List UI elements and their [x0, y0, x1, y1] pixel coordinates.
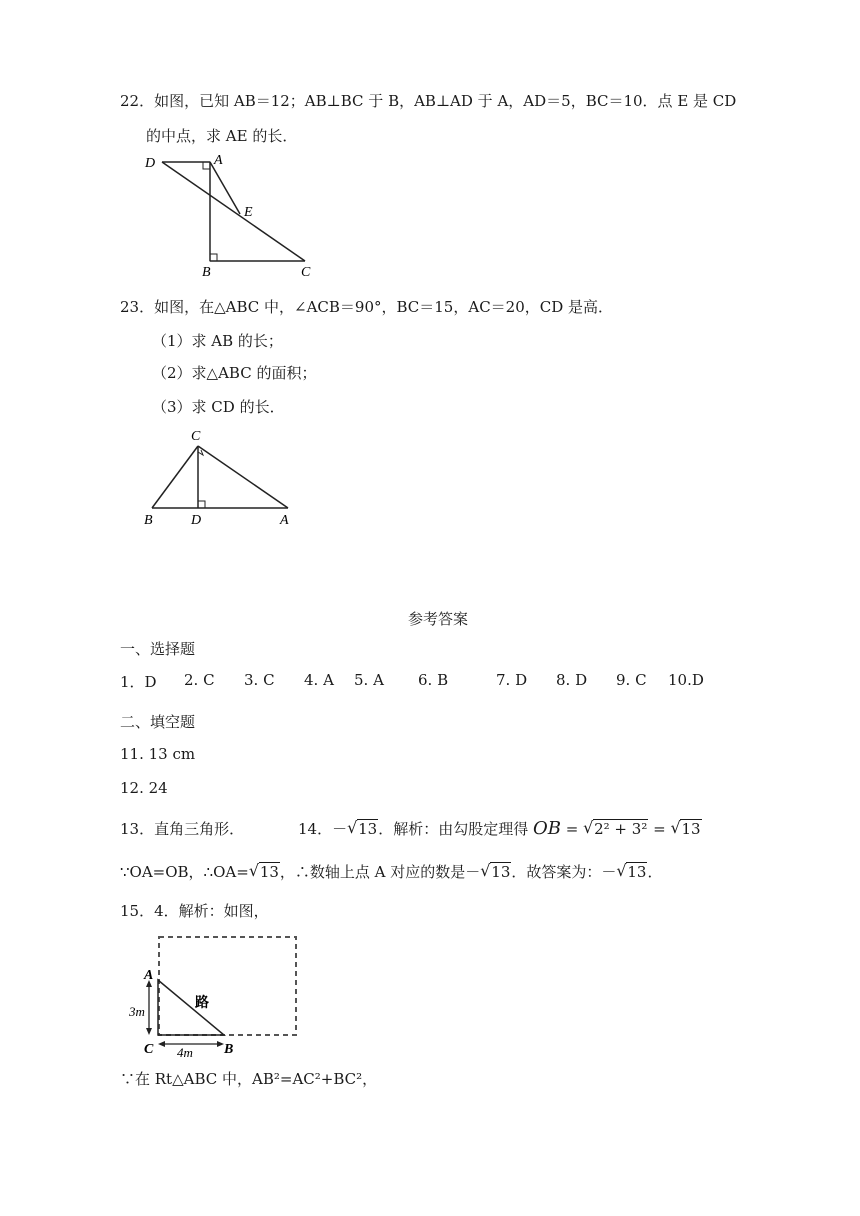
answer-13: 13．直角三角形．: [120, 820, 245, 838]
label-A: A: [280, 513, 289, 528]
choice-8: 8. D: [556, 671, 588, 689]
section-choice: 一、选择题: [120, 640, 196, 658]
label-D: D: [191, 513, 202, 528]
because-line: ∵OA=OB，∴OA= √ 13，∴数轴上点 A 对应的数是－ √ 13．故答案为：－ √ 13．: [120, 861, 663, 881]
sqrt-13: √ 13: [347, 818, 378, 838]
label-B: B: [224, 1042, 234, 1057]
answer-14: 14．－ √ 13．解析：由勾股定理得 OB = √ 2² + 3² = √ 13: [298, 818, 701, 839]
sqrt-13: √ 13: [670, 818, 701, 838]
choice-9: 9. C: [616, 671, 647, 689]
choice-2: 2. C: [184, 671, 215, 689]
q22-figure: [140, 150, 330, 280]
choice-5: 5. A: [354, 671, 384, 689]
q23-sub3: （3）求 CD 的长．: [152, 398, 285, 416]
choice-7: 7. D: [496, 671, 528, 689]
answer-12: 12. 24: [120, 779, 168, 797]
label-E: E: [244, 205, 253, 220]
q23-figure: [140, 424, 310, 529]
label-C: C: [191, 429, 201, 444]
label-A: A: [214, 153, 223, 168]
label-B: B: [144, 513, 153, 528]
label-4m: 4m: [177, 1045, 193, 1060]
q22-line1: 22．如图，已知 AB＝12；AB⊥BC 于 B，AB⊥AD 于 A，AD＝5，BC＝10．点 E 是 CD: [120, 92, 737, 110]
q23-sub1: （1）求 AB 的长；: [152, 332, 283, 350]
label-3m: 3m: [129, 1004, 145, 1019]
choice-10: 10.D: [668, 671, 704, 689]
choice-1: 1．D: [120, 673, 157, 691]
q15-figure: [125, 930, 315, 1060]
answers-title: 参考答案: [408, 610, 469, 628]
label-D: D: [145, 156, 156, 171]
answer-11: 11. 13 cm: [120, 745, 196, 763]
q23-line1: 23．如图，在△ABC 中，∠ACB＝90°，BC＝15，AC＝20，CD 是高．: [120, 298, 614, 316]
label-C: C: [301, 265, 311, 280]
final-line: ∵在 Rt△ABC 中，AB²=AC²+BC²，: [120, 1070, 378, 1088]
label-A: A: [144, 968, 154, 983]
choice-6: 6. B: [418, 671, 449, 689]
q22-line2: 的中点，求 AE 的长．: [146, 127, 298, 145]
label-C: C: [144, 1042, 154, 1057]
choice-4: 4. A: [304, 671, 334, 689]
choice-3: 3. C: [244, 671, 275, 689]
answer-15: 15．4．解析：如图，: [120, 902, 269, 920]
q23-sub2: （2）求△ABC 的面积；: [152, 364, 317, 382]
label-road: 路: [195, 996, 209, 1011]
sqrt-sum: √ 2² + 3²: [583, 818, 648, 838]
label-B: B: [202, 265, 211, 280]
section-fill: 二、填空题: [120, 713, 196, 731]
